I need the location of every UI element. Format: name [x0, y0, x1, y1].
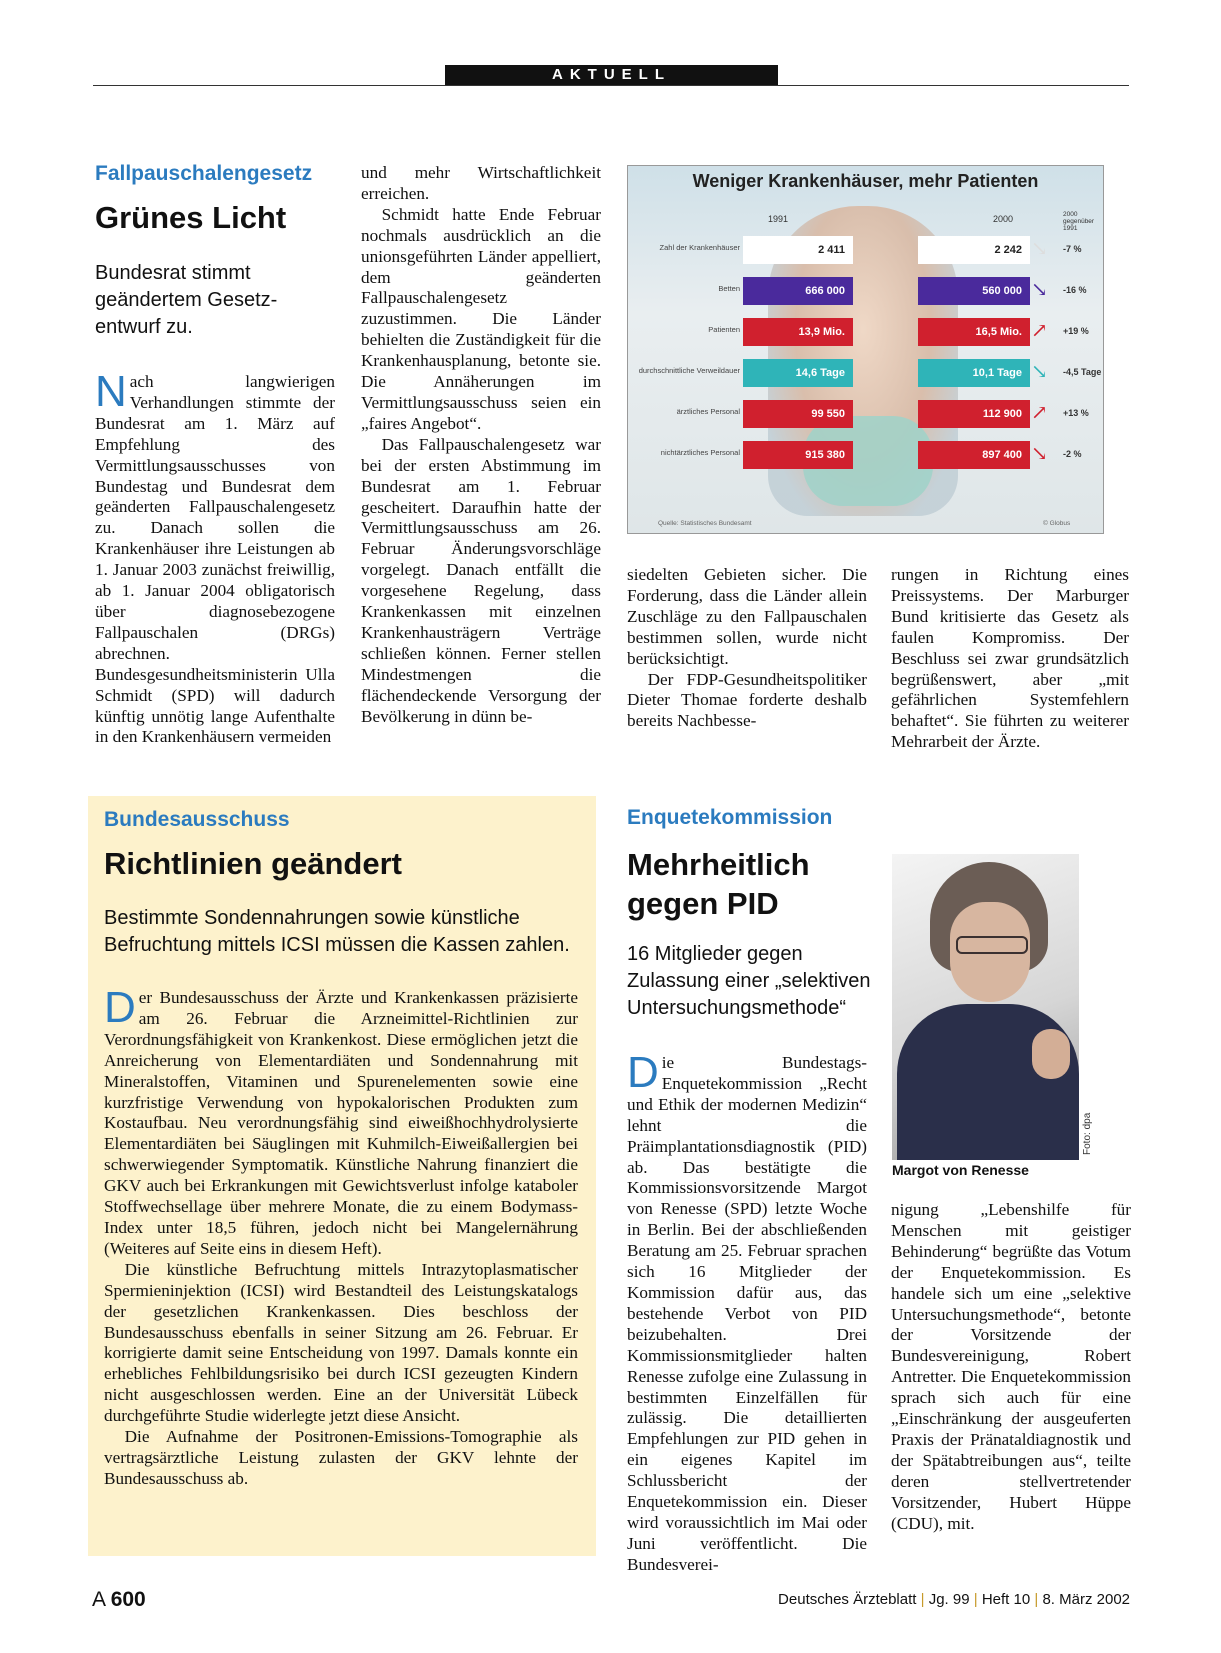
date: 8. März 2002	[1042, 1591, 1130, 1608]
chart-bar-1991: 666 000	[743, 277, 853, 305]
paragraph: Die künstliche Befruchtung mittels Intrazytoplasmatischer Spermieninjektion (ICSI) wird Bestandteil des Leistungskatalogs der gesetzlichen Krankenkassen. Dies beschloss der Bundesausschuss ebenfalls in seiner Sitzung am 26. Februar. Er korrigierte damit seine Entscheidung von 1997. Damals konnte ein erhebliches Fehlbildungsrisiko bei durch ICSI gezeugten Kindern nicht ausgeschlossen werden. Eine an der Universität Lübeck durchgeführte Studie widerlegte jetzt diese Ansicht.	[104, 1259, 578, 1426]
chart-credit: © Globus	[1043, 520, 1071, 527]
chart-col-1991: 1991	[768, 214, 789, 224]
article3-title: Mehrheitlich gegen PID	[627, 847, 810, 921]
paragraph: Das Fallpauschalengesetz war bei der ersten Abstimmung im Bundesrat am 1. Februar gescheitert. Daraufhin hatte der Vermittlungsausschuss am 26. Februar Änderungsvorschläge vorgelegt. Danach entfällt die vorgesehene Regelung, dass Krankenkassen mit einzelnen Krankenhausträgern Verträge schließen können. Ferner stellen Mindestmengen die flächendeckende Versorgung der Bevölkerung in dünn be-	[361, 434, 601, 726]
chart-bar-1991: 915 380	[743, 441, 853, 469]
chart-change-label: -16 %	[1063, 285, 1087, 295]
article2-body	[104, 983, 578, 1490]
chart-bar-2000: 16,5 Mio.	[918, 318, 1030, 346]
article1-kicker: Fallpauschalengesetz	[95, 162, 313, 185]
chart-change-label: +13 %	[1063, 408, 1089, 418]
volume: Jg. 99	[928, 1591, 970, 1608]
chart-bar-2000: 897 400	[918, 441, 1030, 469]
chart-change-label: +19 %	[1063, 326, 1089, 336]
divider: |	[920, 1591, 925, 1608]
paragraph: ie Bundestags-Enquetekommission „Recht und Ethik der modernen Medizin“ lehnt die Präimplantationsdiagnostik (PID) ab. Das bestätigte die Kommissionsvorsitzende Margot von Renesse (SPD) letzte Woche in Berlin. Bei der abschließenden Beratung am 25. Februar sprachen sich 16 Mitglieder der Kommission dafür aus, das bestehende Verbot von PID beizubehalten. Drei Kommissionsmitglieder halten Renesse zufolge eine Zulassung in bestimmten Einzelfällen für zulässig. Die detaillierten Empfehlungen zur PID gehen in ein eigenes Kapitel im Schlussbericht der Enquetekommission ein. Dieser wird voraussichtlich im Mai oder Juni veröffentlicht. Die Bundesverei-	[627, 1053, 867, 1574]
chart-row-label: durchschnittliche Verweildauer	[638, 366, 740, 375]
article1-title: Grünes Licht	[95, 200, 287, 235]
article3-kicker: Enquetekommission	[627, 806, 833, 829]
paragraph: siedelten Gebieten sicher. Die Forderung, dass die Länder allein Zuschläge zu den Fallpauschalen bestimmen sollen, wurde nicht berücksichtigt.	[627, 565, 867, 668]
article1-column-2	[361, 163, 601, 727]
chart-bar-1991: 2 411	[743, 236, 853, 264]
paragraph: Die Aufnahme der Positronen-Emissions-Tomographie als vertragsärztliche Leistung zulasten der GKV lehnte der Bundesausschuss ab.	[104, 1427, 578, 1488]
divider: |	[973, 1591, 978, 1608]
chart-bar-1991: 13,9 Mio.	[743, 318, 853, 346]
article2-dropcap: D	[104, 983, 136, 1032]
header-rule	[93, 85, 1129, 86]
chart-bar-1991: 99 550	[743, 400, 853, 428]
issue: Heft 10	[981, 1591, 1031, 1608]
chart-row-label: Zahl der Krankenhäuser	[659, 243, 740, 252]
chart-bar-2000: 2 242	[918, 236, 1030, 264]
chart-change-label: -7 %	[1063, 244, 1082, 254]
page-number-value: 600	[110, 1588, 146, 1611]
arrow-down-icon: ↘	[1031, 443, 1048, 465]
article3-dropcap: D	[627, 1048, 659, 1097]
article2-kicker: Bundesausschuss	[104, 808, 290, 831]
arrow-down-icon: ↘	[1031, 279, 1048, 301]
chart-row-label: nichtärztliches Personal	[660, 448, 740, 457]
chart-source: Quelle: Statistisches Bundesamt	[658, 520, 752, 527]
chart-change-label: -4,5 Tage	[1063, 367, 1102, 377]
article1-deck: Bundesrat stimmt geändertem Gesetz-entwurf zu.	[95, 262, 278, 338]
paragraph: nigung „Lebenshilfe für Menschen mit geistiger Behinderung“ begrüßte das Votum der Enquetekommission. Es handele sich um eine „selektive Untersuchungsmethode“, betonte der Vorsitzende der Bundesvereinigung, Robert Antretter. Die Enquetekommission sprach sich auch für eine „Einschränkung der ausgeuferten Praxis der Pränataldiagnostik und der Spätabtreibungen aus“, teilte deren stellvertretender Vorsitzender, Hubert Hüppe (CDU), mit.	[891, 1200, 1131, 1533]
portrait-hand	[1032, 1029, 1070, 1079]
chart-col-2000: 2000	[993, 214, 1014, 224]
paragraph: Der FDP-Gesundheitspolitiker Dieter Thomae forderte deshalb bereits Nachbesse-	[627, 669, 867, 731]
chart-bar-2000: 560 000	[918, 277, 1030, 305]
arrow-up-icon: ↗	[1031, 320, 1048, 342]
arrow-down-icon: ↘	[1031, 361, 1048, 383]
page-prefix: A	[92, 1588, 105, 1611]
glasses-icon	[956, 936, 1028, 954]
article2-deck: Bestimmte Sondennahrungen sowie künstliche Befruchtung mittels ICSI müssen die Kassen zahlen.	[104, 907, 570, 956]
photo-caption: Margot von Renesse	[892, 1162, 1029, 1178]
chart-row-label: Patienten	[708, 325, 740, 334]
chart-row-label: Betten	[718, 284, 740, 293]
chart-col-change: 2000 gegenüber 1991	[1063, 211, 1095, 232]
paragraph: Schmidt hatte Ende Februar nochmals ausdrücklich an die unionsgeführten Länder appelliert, dem geänderten Fallpauschalengesetz zuzustimmen. Die Länder behielten die Zuständigkeit für die Krankenhausplanung, betonte sie. Die Annäherungen im Vermittlungsausschuss seien ein „faires Angebot“.	[361, 204, 601, 433]
chart-bar-2000: 112 900	[918, 400, 1030, 428]
paragraph: rungen in Richtung eines Preissystems. Der Marburger Bund kritisierte das Gesetz als faulen Kompromiss. Der Beschluss sei zwar grundsätzlich begrüßenswert, aber „mit gefährlichen Systemfehlern behaftet“. Sie führten zu weiterer Mehrarbeit der Ärzte.	[891, 565, 1129, 752]
article3-column-2	[891, 1200, 1131, 1535]
chart-bar-2000: 10,1 Tage	[918, 359, 1030, 387]
chart-title: Weniger Krankenhäuser, mehr Patienten	[692, 171, 1039, 191]
article3-deck: 16 Mitglieder gegen Zulassung einer „selektiven Untersuchungsmethode“	[627, 943, 871, 1019]
infographic-chart	[627, 165, 1104, 534]
chart-row-label: ärztliches Personal	[676, 407, 740, 416]
chart-bar-1991: 14,6 Tage	[743, 359, 853, 387]
photo-credit: Foto: dpa	[1082, 1112, 1093, 1155]
arrow-down-icon: ↘	[1031, 238, 1048, 260]
paragraph: er Bundesausschuss der Ärzte und Krankenkassen präzisierte am 26. Februar die Arzneimittel-Richtlinien zur Verordnungsfähigkeit von Krankenkost. Diese ermöglichen jetzt die Anreicherung von Elementardiäten und Sondennahrung mit Mineralstoffen, Vitaminen und Spurenelementen sowie eine kurzfristige Verwendung von hypokalorischen Produkten zum Kostaufbau. Neu verordnungsfähig sind eiweißhochhydrolysierte Elementardiäten bei Säuglingen mit Kuhmilch-Eiweißallergien bei schwerwiegender Symptomatik. Künstliche Nahrung finanziert die GKV auch bei Erkrankungen mit Gewichtsverlust infolge kataboler Stoffwechsellage über mehrere Monate, die zu einem Bodymass-Index unter 18,5 führen, jedoch nicht bei Mangelernährung (Weiteres auf Seite eins in diesem Heft).	[104, 988, 578, 1258]
portrait-body	[897, 1004, 1079, 1160]
paragraph: und mehr Wirtschaftlichkeit erreichen.	[361, 163, 601, 203]
article1-column-4	[891, 565, 1129, 753]
article3-column-1	[627, 1048, 867, 1576]
divider: |	[1034, 1591, 1039, 1608]
chart-change-label: -2 %	[1063, 449, 1082, 459]
article1-column-3	[627, 565, 867, 732]
portrait-photo	[892, 854, 1079, 1160]
article2-title: Richtlinien geändert	[104, 846, 402, 881]
journal-name: Deutsches Ärzteblatt	[778, 1591, 917, 1608]
footer-meta	[778, 1591, 1130, 1608]
section-label: AKTUELL	[445, 65, 778, 85]
article1-body: ach langwierigen Verhandlungen stimmte der Bundesrat am 1. März auf Empfehlung des Vermittlungsausschusses von Bundestag und Bundesrat dem geänderten Fallpauschalengesetz zu. Danach sollen die Krankenhäuser ihre Leistungen ab 1. Januar 2003 zunächst freiwillig, ab 1. Januar 2004 obligatorisch über diagnosebezogene Fallpauschalen (DRGs) abrechnen. Bundesgesundheitsministerin Ulla Schmidt (SPD) will dadurch künftig unnötig lange Aufenthalte in den Krankenhäusern vermeiden	[95, 372, 335, 747]
article1-column-1	[95, 367, 335, 748]
article1-dropcap: N	[95, 367, 127, 416]
page-number	[92, 1588, 146, 1612]
arrow-up-icon: ↗	[1031, 402, 1048, 424]
